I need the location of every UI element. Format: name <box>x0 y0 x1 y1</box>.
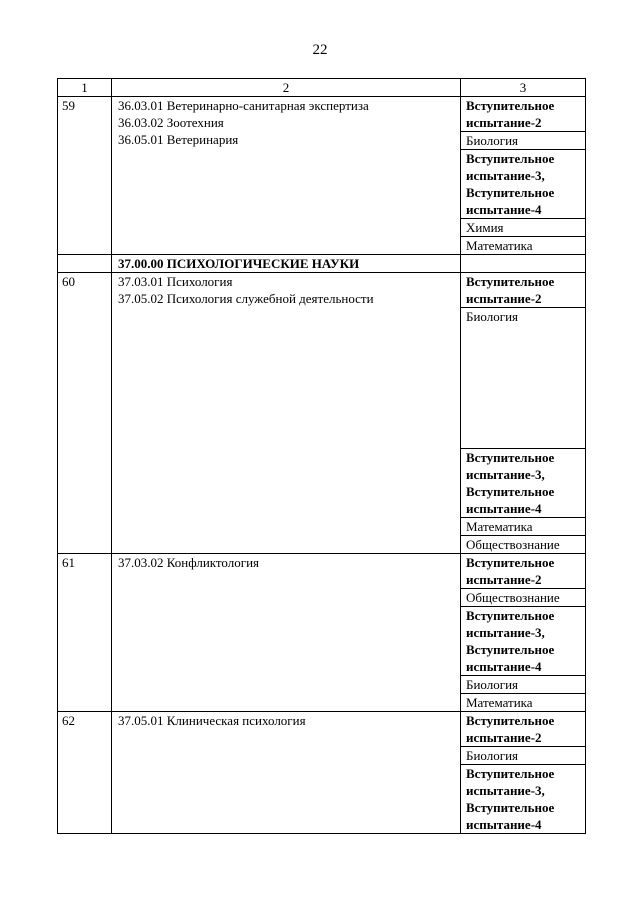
exam-item: Вступительное испытание-3, Вступительное испытание-4 <box>461 449 585 518</box>
row-number: 60 <box>58 273 112 554</box>
column-header-3: 3 <box>461 79 586 97</box>
directions-cell <box>112 97 461 255</box>
direction-item: 36.03.02 Зоотехния <box>118 115 224 130</box>
directions-cell <box>112 554 461 712</box>
exam-item: Обществознание <box>461 589 585 607</box>
exam-item: Биология <box>461 132 585 150</box>
row-number: 59 <box>58 97 112 255</box>
exam-table <box>57 78 586 834</box>
exam-item: Вступительное испытание-3, Вступительное испытание-4 <box>466 766 555 832</box>
directions-cell <box>112 273 461 554</box>
direction-item: 36.03.01 Ветеринарно-санитарная экспертиза <box>118 98 369 113</box>
column-header-1: 1 <box>58 79 112 97</box>
exam-item: Вступительное испытание-2 <box>461 554 585 589</box>
row-number: 61 <box>58 554 112 712</box>
exam-item: Биология <box>461 747 585 765</box>
direction-item: 37.05.02 Психология служебной деятельности <box>118 291 374 306</box>
table-row-60 <box>58 273 586 554</box>
exam-item: Вступительное испытание-2 <box>461 273 585 308</box>
exam-item: Математика <box>466 238 533 253</box>
exams-cell <box>461 554 586 712</box>
direction-item: 37.03.02 Конфликтология <box>118 555 260 570</box>
table-header-row <box>58 79 586 97</box>
direction-item: 36.05.01 Ветеринария <box>118 132 239 147</box>
exams-cell <box>461 97 586 255</box>
exam-item: Обществознание <box>466 537 560 552</box>
direction-item: 37.05.01 Клиническая психология <box>118 713 306 728</box>
section-empty-cell <box>58 255 112 273</box>
exam-item: Математика <box>466 695 533 710</box>
section-empty-cell <box>461 255 586 273</box>
section-title: 37.00.00 ПСИХОЛОГИЧЕСКИЕ НАУКИ <box>112 255 461 273</box>
direction-item: 37.03.01 Психология <box>118 274 233 289</box>
exam-item: Биология <box>461 308 585 449</box>
exam-item: Вступительное испытание-3, Вступительное испытание-4 <box>461 607 585 676</box>
table-row-61 <box>58 554 586 712</box>
exam-item: Математика <box>461 518 585 536</box>
table-row-62 <box>58 712 586 834</box>
directions-cell <box>112 712 461 834</box>
exams-cell <box>461 273 586 554</box>
exam-item: Вступительное испытание-3, Вступительное испытание-4 <box>461 150 585 219</box>
exam-item: Биология <box>461 676 585 694</box>
exams-cell <box>461 712 586 834</box>
table-row-59 <box>58 97 586 255</box>
section-row <box>58 255 586 273</box>
exam-item: Вступительное испытание-2 <box>461 97 585 132</box>
page-number: 22 <box>312 42 328 58</box>
exam-item: Вступительное испытание-2 <box>461 712 585 747</box>
row-number: 62 <box>58 712 112 834</box>
exam-item: Химия <box>461 219 585 237</box>
column-header-2: 2 <box>112 79 461 97</box>
